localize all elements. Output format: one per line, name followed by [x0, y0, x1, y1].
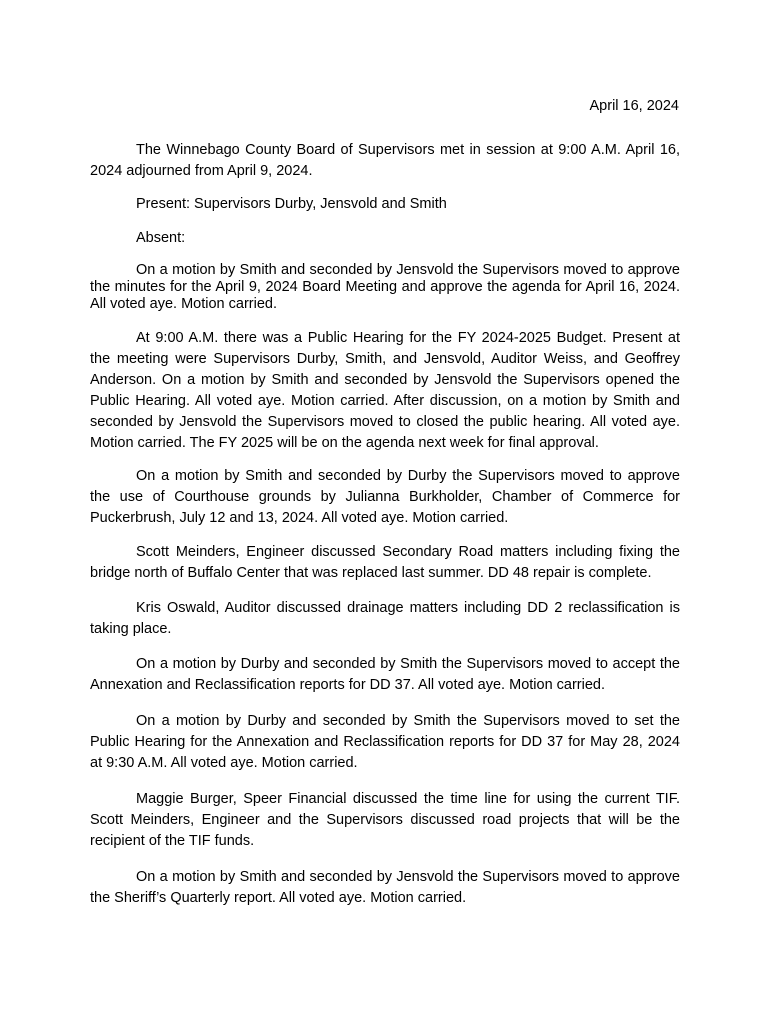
paragraph-courthouse-grounds: On a motion by Smith and seconded by Durby the Supervisors moved to approve the use of Courthouse grounds by Julianna Burkholder, Chamber of Commerce for Puckerbrush, July 12 and 13, 2024. All voted aye. Motion carried.: [90, 468, 680, 526]
paragraph-session-opening: The Winnebago County Board of Supervisors met in session at 9:00 A.M. April 16, 2024 adjourned from April 9, 2024.: [90, 142, 680, 179]
paragraph-sheriff-report: On a motion by Smith and seconded by Jensvold the Supervisors moved to approve the Sheriff’s Quarterly report. All voted aye. Motion carried.: [90, 869, 680, 906]
meeting-date: April 16, 2024: [589, 98, 679, 114]
paragraph-public-hearing-set: On a motion by Durby and seconded by Smith the Supervisors moved to set the Public Hearing for the Annexation and Reclassification reports for DD 37 for May 28, 2024 at 9:30 A.M. All voted aye. Motion carried.: [90, 713, 680, 771]
paragraph-secondary-road: Scott Meinders, Engineer discussed Secondary Road matters including fixing the bridge north of Buffalo Center that was replaced last summer. DD 48 repair is complete.: [90, 544, 680, 581]
paragraph-minutes-approval: On a motion by Smith and seconded by Jensvold the Supervisors moved to approve the minutes for the April 9, 2024 Board Meeting and approve the agenda for April 16, 2024. All voted aye. Motion carried.: [90, 262, 680, 312]
paragraph-tif-discussion: Maggie Burger, Speer Financial discussed the time line for using the current TIF. Scott Meinders, Engineer and the Supervisors discussed road projects that will be the recipient of the TIF funds.: [90, 791, 680, 849]
paragraph-annexation-accept: On a motion by Durby and seconded by Smith the Supervisors moved to accept the Annexation and Reclassification reports for DD 37. All voted aye. Motion carried.: [90, 656, 680, 693]
paragraph-budget-hearing: At 9:00 A.M. there was a Public Hearing for the FY 2024-2025 Budget. Present at the meeting were Supervisors Durby, Smith, and Jensvold, Auditor Weiss, and Geoffrey Anderson. On a motion by Smith and seconded by Jensvold the Supervisors opened the Public Hearing. All voted aye. Motion carried. After discussion, on a motion by Smith and seconded by Jensvold the Supervisors moved to closed the public hearing. All voted aye. Motion carried. The FY 2025 will be on the agenda next week for final approval.: [90, 330, 680, 451]
paragraph-absent: Absent:: [136, 230, 186, 246]
paragraph-present: Present: Supervisors Durby, Jensvold and Smith: [136, 196, 447, 212]
paragraph-drainage: Kris Oswald, Auditor discussed drainage matters including DD 2 reclassification is taking place.: [90, 600, 680, 637]
